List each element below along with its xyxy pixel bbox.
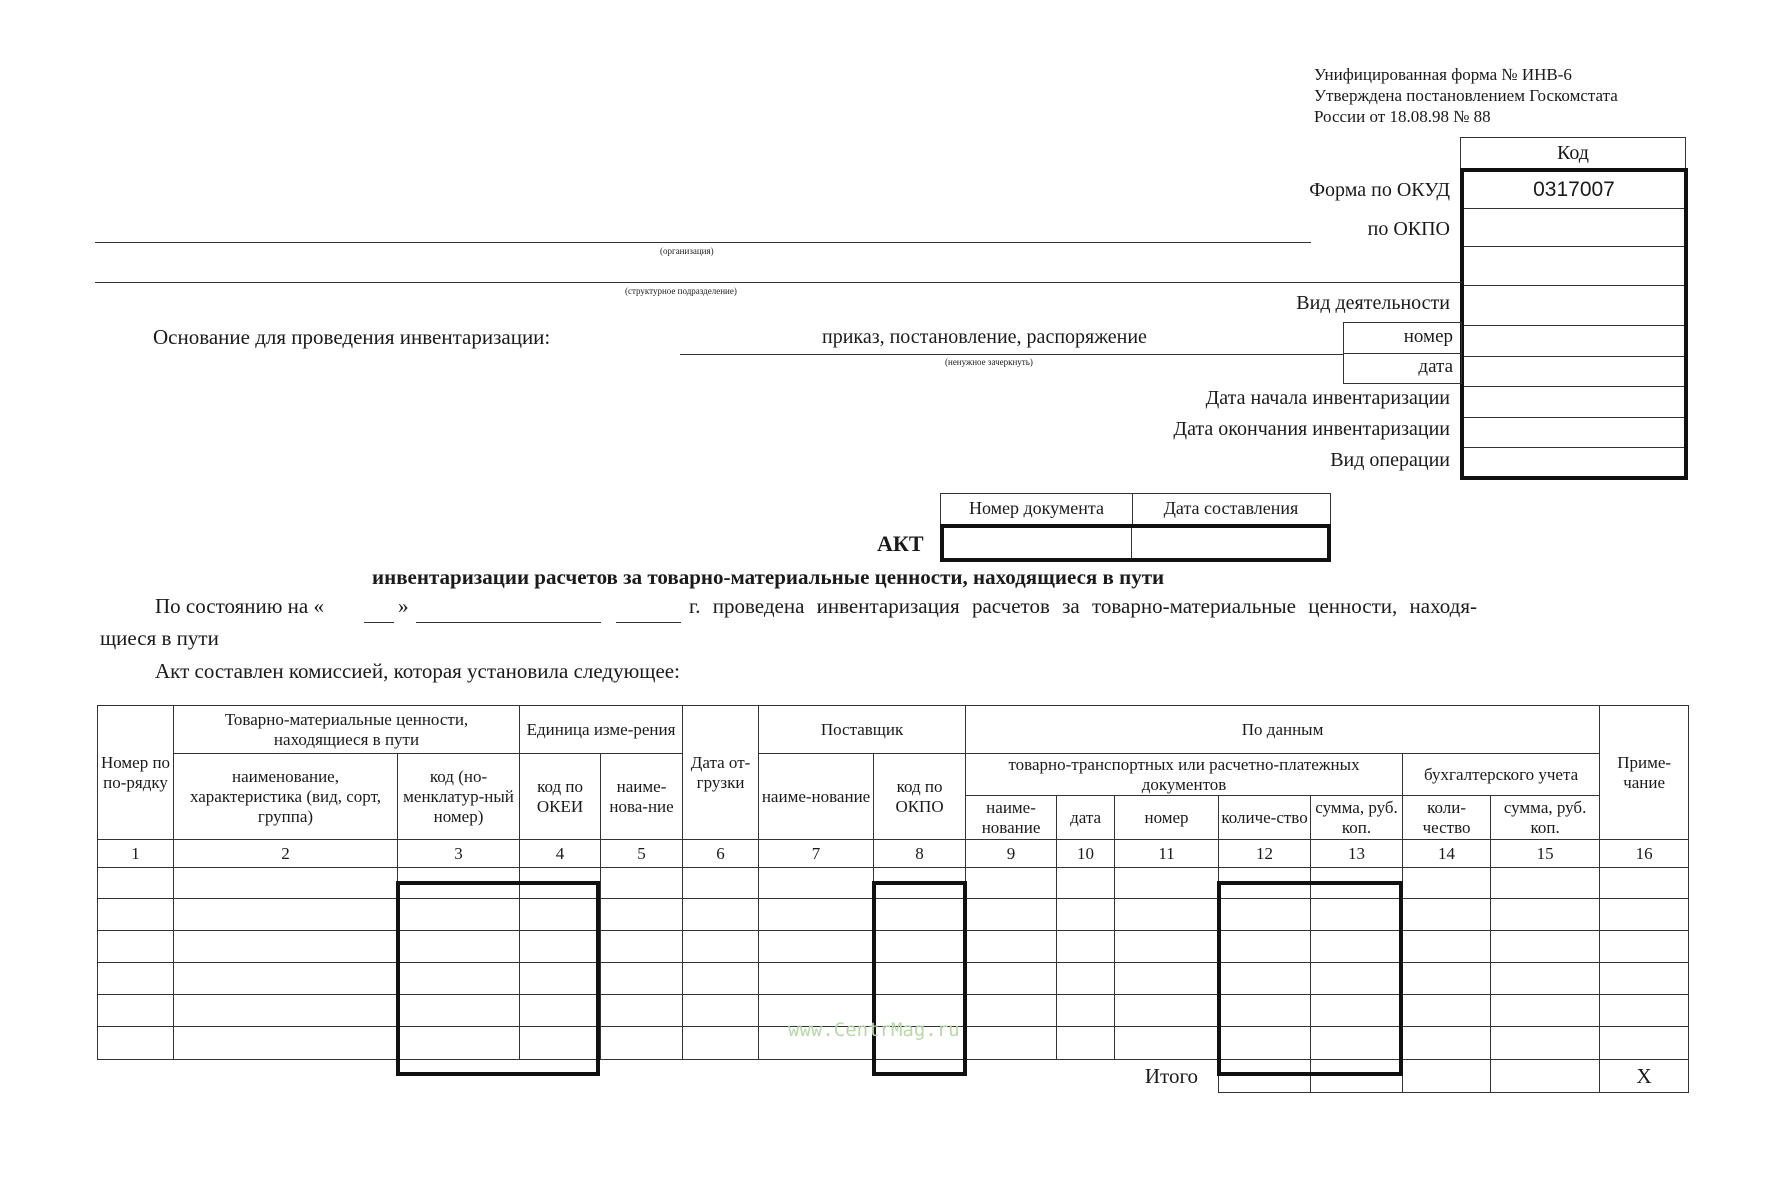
para-date-start: По состоянию на «	[155, 594, 324, 618]
h-tmc-code: код (но-менклатур-ный номер)	[398, 754, 520, 840]
h-accounting: бухгалтерского учета	[1403, 754, 1600, 796]
commission-text: Акт составлен комиссией, которая установила следующее:	[155, 659, 680, 683]
col-number: 6	[683, 840, 759, 868]
h-tmc-name: наименование, характеристика (вид, сорт, группа)	[174, 754, 398, 840]
h-transport-docs: товарно-транспортных или расчетно-платежных документов	[966, 754, 1403, 796]
form-header-line1: Унифицированная форма № ИНВ-6	[1314, 65, 1572, 84]
organization-caption: (организация)	[660, 246, 714, 256]
h-by-data: По данным	[966, 706, 1600, 754]
form-header-line3: России от 18.08.98 № 88	[1314, 107, 1491, 126]
act-title: АКТ	[877, 531, 924, 556]
table-row	[98, 931, 1689, 963]
act-subtitle: инвентаризации расчетов за товарно-материальные ценности, находящиеся в пути	[372, 565, 1165, 589]
nomer-label: номер	[1403, 326, 1453, 347]
col-number: 7	[759, 840, 874, 868]
form-header	[1314, 64, 1618, 127]
basis-caption: (ненужное зачеркнуть)	[945, 357, 1033, 367]
basis-doc-box	[1343, 322, 1462, 384]
start-date-label: Дата начала инвентаризации	[1205, 387, 1450, 409]
col-number: 4	[520, 840, 601, 868]
para-text: г. проведена инвентаризация расчетов за товарно-материальные ценности, находя-	[689, 594, 1478, 618]
h-acc-sum: сумма, руб. коп.	[1491, 796, 1600, 840]
col-number: 8	[874, 840, 966, 868]
h-doc-sum: сумма, руб. коп.	[1311, 796, 1403, 840]
okud-value: 0317007	[1533, 178, 1615, 201]
form-header-line2: Утверждена постановлением Госкомстата	[1314, 86, 1618, 105]
act-doc-values	[940, 524, 1331, 562]
h-doc-number: номер	[1115, 796, 1219, 840]
day-blank	[364, 622, 394, 623]
table-row	[98, 963, 1689, 995]
col-number: 12	[1219, 840, 1311, 868]
h-unit-name: наиме-нова-ние	[601, 754, 683, 840]
col-number: 5	[601, 840, 683, 868]
h-doc-name: наиме-нование	[966, 796, 1057, 840]
para-quote-close: »	[398, 594, 409, 618]
basis-label: Основание для проведения инвентаризации:	[153, 325, 551, 349]
h-doc-quantity: количе-ство	[1219, 796, 1311, 840]
col-number: 13	[1311, 840, 1403, 868]
total-label: Итого	[98, 1060, 1219, 1093]
department-caption: (структурное подразделение)	[625, 286, 737, 296]
h-unit-okei: код по ОКЕИ	[520, 754, 601, 840]
department-line	[95, 282, 1462, 283]
h-tmc: Товарно-материальные ценности, находящиеся в пути	[174, 706, 520, 754]
h-note: Приме-чание	[1600, 706, 1689, 840]
col-number: 9	[966, 840, 1057, 868]
h-supplier-okpo: код по ОКПО	[874, 754, 966, 840]
doc-number-header: Номер документа	[968, 498, 1105, 518]
basis-value: приказ, постановление, распоряжение	[822, 326, 1147, 348]
okud-label: Форма по ОКУД	[1309, 179, 1450, 201]
col-number: 10	[1057, 840, 1115, 868]
h-acc-quantity: коли-чество	[1403, 796, 1491, 840]
col-number: 14	[1403, 840, 1491, 868]
data-label: дата	[1418, 356, 1453, 377]
operation-label: Вид операции	[1330, 449, 1450, 471]
year-blank	[616, 622, 681, 623]
month-blank	[416, 622, 601, 623]
kod-header: Код	[1460, 137, 1686, 170]
col-number: 16	[1600, 840, 1689, 868]
h-ship-date: Дата от-грузки	[683, 706, 759, 840]
end-date-label: Дата окончания инвентаризации	[1173, 418, 1450, 440]
table-row	[98, 899, 1689, 931]
para-text-line2: щиеся в пути	[100, 626, 219, 650]
total-note: Х	[1600, 1060, 1689, 1093]
column-numbers-row	[98, 840, 1689, 868]
organization-line	[95, 242, 1311, 243]
watermark: www.CentrMag.ru	[788, 1019, 960, 1041]
doc-date-header: Дата составления	[1163, 498, 1299, 518]
h-supplier: Поставщик	[759, 706, 966, 754]
col-number: 1	[98, 840, 174, 868]
col-number: 2	[174, 840, 398, 868]
total-row	[98, 1060, 1689, 1093]
okpo-label: по ОКПО	[1367, 218, 1450, 240]
act-doc-header	[940, 493, 1331, 526]
code-box	[1460, 168, 1688, 480]
col-number: 3	[398, 840, 520, 868]
table-row	[98, 868, 1689, 899]
h-unit: Единица изме-рения	[520, 706, 683, 754]
h-doc-date: дата	[1057, 796, 1115, 840]
col-number: 15	[1491, 840, 1600, 868]
basis-line	[680, 354, 1343, 355]
h-supplier-name: наиме-нование	[759, 754, 874, 840]
h-row-number: Номер по по-рядку	[98, 706, 174, 840]
activity-label: Вид деятельности	[1296, 292, 1450, 314]
col-number: 11	[1115, 840, 1219, 868]
